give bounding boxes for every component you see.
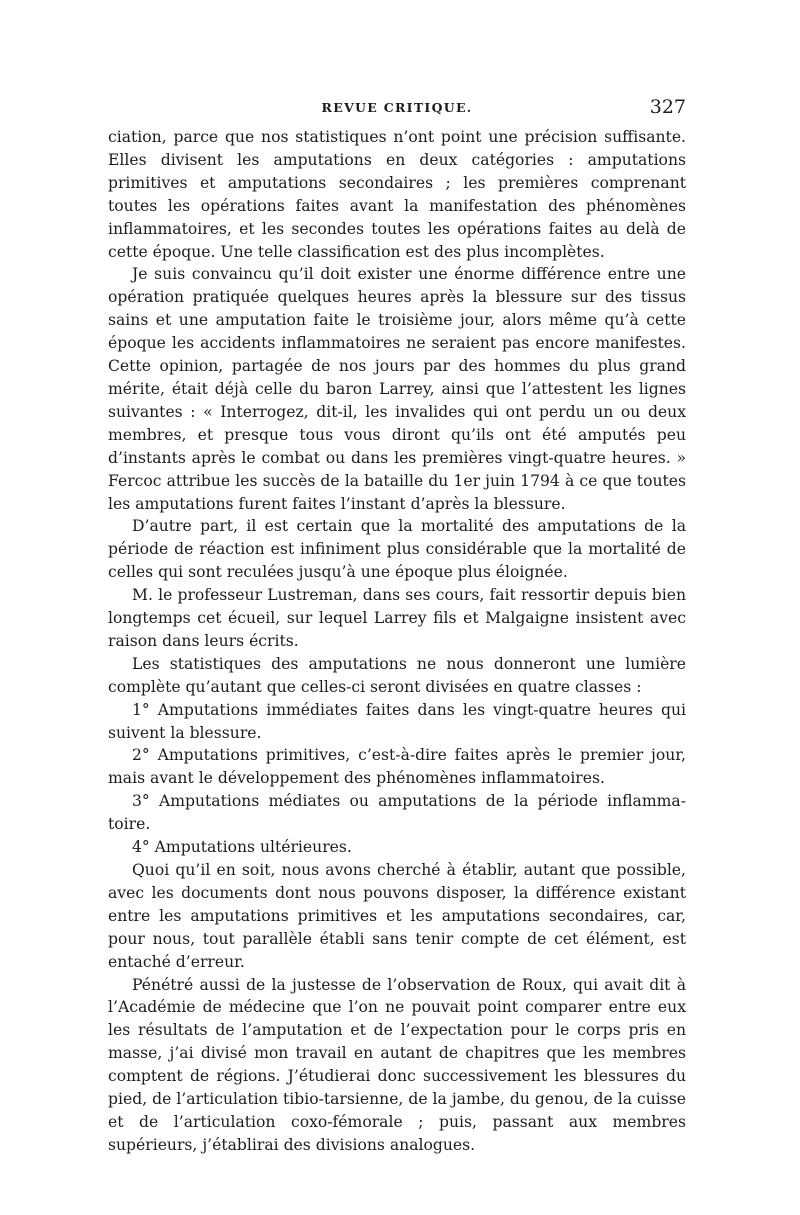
page-number: 327 [649,96,686,118]
running-head [108,96,686,126]
list-item: 3° Amputations médiates ou amputations de la période inflammatoire. [108,792,686,834]
paragraph: Les statistiques des amputations ne nous donneront une lumière complète qu’autant que celles-ci seront divisées en quatre classes : [108,654,686,696]
paragraph: Pénétré aussi de la justesse de l’observation de Roux, qui avait dit à l’Académie de médecine que l’on ne pouvait point comparer entre eux les résultats de l’amputation et de l’expectation pour le corps pris en masse, j’ai divisé mon travail en autant de chapitres que les membres comptent de régions. J’étudierai donc successivement les blessures du pied, de l’articulation tibio-tarsienne, de la jambe, du genou, de la cuisse et de l’articulation coxo-fémorale ; puis, passant aux membres supérieurs, j’établirai des divisions analogues. [108,975,686,1154]
list-item: 4° Amputations ultérieures. [132,838,352,857]
running-title: REVUE CRITIQUE. [321,100,473,115]
body-text [108,126,686,1157]
document-page [108,96,686,1157]
list-item: 1° Amputations immédiates faites dans les vingt-quatre heures qui suivent la blessure. [108,700,686,742]
list-item: 2° Amputations primitives, c’est-à-dire faites après le premier jour, mais avant le développement des phénomènes inflammatoires. [108,746,686,788]
paragraph: ciation, parce que nos statistiques n’ont point une précision suffisante. Elles divisent les amputations en deux catégories : amputations primitives et amputations secondaires ; les premières comprenant toutes les opérations faites avant la manifestation des phénomènes inflammatoires, et les secondes toutes les opérations faites au delà de cette époque. Une telle classification est des plus incomplètes. [108,128,686,261]
paragraph: Je suis convaincu qu’il doit exister une énorme différence entre une opération pratiquée quelques heures après la blessure sur des tissus sains et une amputation faite le troisième jour, alors même qu’à cette époque les accidents inflammatoires ne seraient pas encore manifestes. Cette opinion, partagée de nos jours par des hommes du plus grand mérite, était déjà celle du baron Larrey, ainsi que l’attestent les lignes suivantes : « Interrogez, dit-il, les invalides qui ont perdu un ou deux membres, et presque tous vous diront qu’ils ont été amputés peu d’instants après le combat ou dans les premières vingt-quatre heures. » Fercoc attribue les succès de la bataille du 1er juin 1794 à ce que toutes les amputations furent faites l’instant d’après la blessure. [108,265,686,513]
paragraph: M. le professeur Lustreman, dans ses cours, fait ressortir depuis bien longtemps cet écueil, sur lequel Larrey fils et Malgaigne insistent avec raison dans leurs écrits. [108,586,686,650]
paragraph: Quoi qu’il en soit, nous avons cherché à établir, autant que possible, avec les documents dont nous pouvons disposer, la différence existant entre les amputations primitives et les amputations secondaires, car, pour nous, tout parallèle établi sans tenir compte de cet élément, est entaché d’erreur. [108,861,686,971]
paragraph: D’autre part, il est certain que la mortalité des amputations de la période de réaction est infiniment plus considérable que la mortalité de celles qui sont reculées jusqu’à une époque plus éloignée. [108,517,686,582]
